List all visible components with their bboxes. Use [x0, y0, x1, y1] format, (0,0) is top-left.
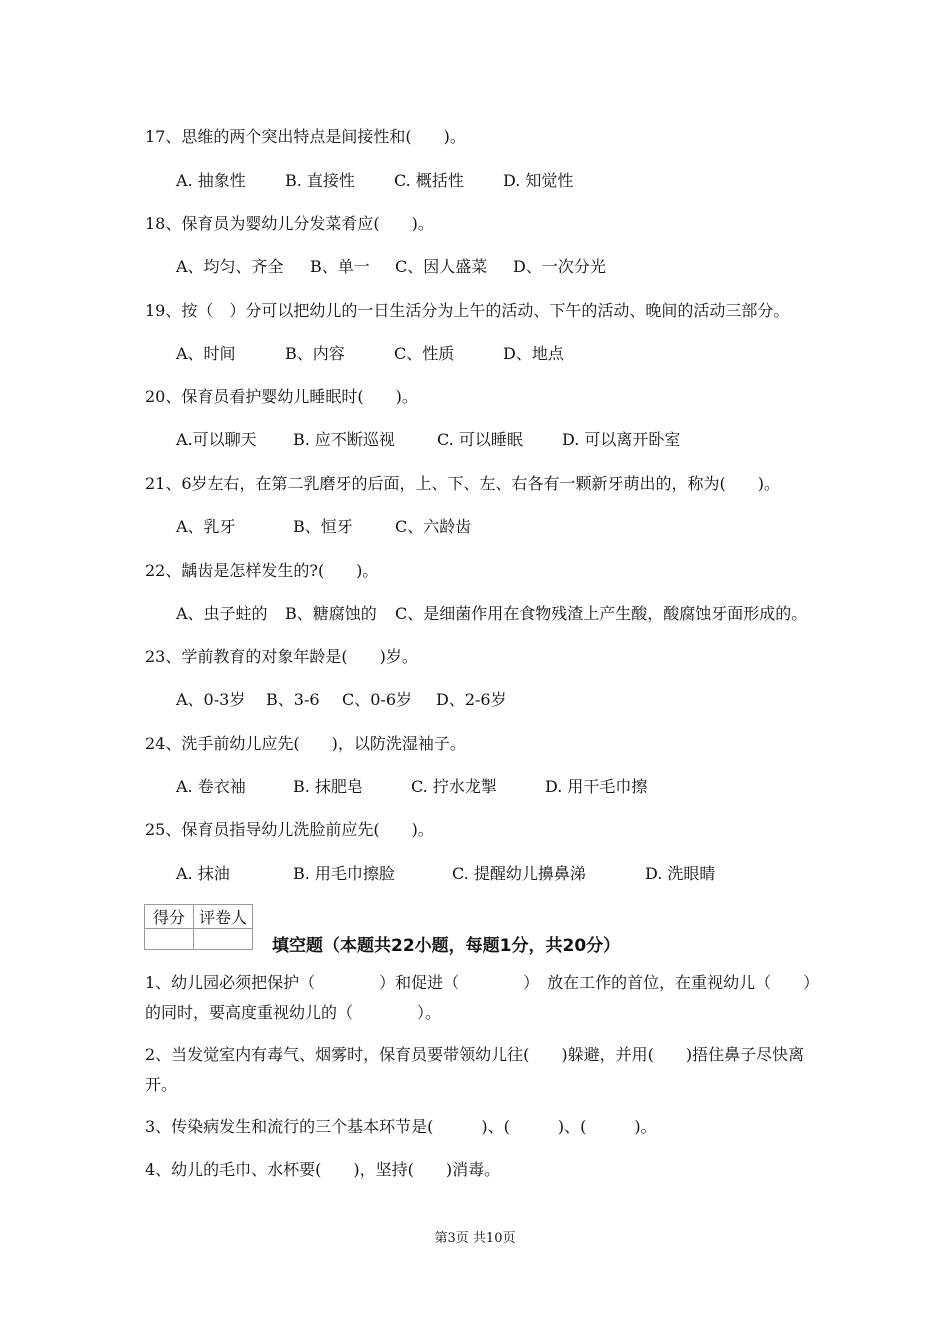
fill-question-1: 1、幼儿园必须把保护（ ）和促进（ ） 放在工作的首位，在重视幼儿（ ）的同时，要高度重视幼儿的（ ）。: [145, 973, 820, 1022]
option: D. 可以离开卧室: [562, 430, 681, 449]
option: D. 洗眼睛: [645, 864, 716, 883]
section-title: 填空题（本题共22小题，每题1分，共20分）: [272, 936, 621, 956]
option: A、虫子蛀的: [176, 604, 268, 623]
question-23: 23、学前教育的对象年龄是( )岁。: [145, 647, 418, 666]
option: A.可以聊天: [176, 430, 257, 449]
option: B. 用毛巾擦脸: [293, 864, 395, 883]
fill-question-4: 4、幼儿的毛巾、水杯要( )，坚持( )消毒。: [145, 1160, 501, 1179]
option: B、糖腐蚀的: [285, 604, 377, 623]
options-21: [176, 516, 471, 538]
question-17: 17、思维的两个突出特点是间接性和( )。: [145, 127, 466, 146]
option: D、地点: [503, 344, 564, 363]
option: B. 直接性: [285, 171, 355, 190]
option: D. 知觉性: [503, 171, 574, 190]
options-20: [176, 429, 680, 451]
question-24: 24、洗手前幼儿应先( )，以防洗湿袖子。: [145, 734, 466, 753]
option: C. 提醒幼儿擤鼻涕: [452, 864, 586, 883]
score-label: 得分: [145, 905, 194, 929]
option: A. 卷衣袖: [176, 777, 246, 796]
option: A. 抽象性: [176, 171, 246, 190]
options-22: [176, 603, 807, 625]
option: B. 应不断巡视: [293, 430, 395, 449]
grader-label: 评卷人: [194, 905, 253, 929]
options-17: [176, 170, 573, 192]
option: B、内容: [285, 344, 345, 363]
option: B、恒牙: [293, 517, 353, 536]
score-cell: [145, 929, 194, 950]
option: B、单一: [310, 257, 370, 276]
grader-cell: [194, 929, 253, 950]
question-25: 25、保育员指导幼儿洗脸前应先( )。: [145, 820, 434, 839]
question-21: 21、6岁左右，在第二乳磨牙的后面，上、下、左、右各有一颗新牙萌出的，称为( )。: [145, 474, 781, 493]
question-18: 18、保育员为婴幼儿分发菜肴应( )。: [145, 214, 434, 233]
score-table: [144, 904, 253, 950]
option: C. 概括性: [394, 171, 464, 190]
fill-question-2: 2、当发觉室内有毒气、烟雾时，保育员要带领幼儿往( )躲避，并用( )捂住鼻子尽快离开。: [145, 1045, 805, 1094]
option: B. 抹肥皂: [293, 777, 363, 796]
option: C、性质: [394, 344, 455, 363]
option: C、0-6岁: [342, 690, 413, 709]
fill-question-3: 3、传染病发生和流行的三个基本环节是( )、( )、( )。: [145, 1117, 657, 1136]
option: A. 抹油: [176, 864, 230, 883]
option: A、乳牙: [176, 517, 236, 536]
option: C、因人盛菜: [395, 257, 488, 276]
options-23: [176, 689, 507, 711]
option: B、3-6: [266, 690, 320, 709]
options-18: [176, 256, 606, 278]
option: C. 可以睡眠: [437, 430, 523, 449]
options-19: [176, 343, 564, 365]
option: A、0-3岁: [176, 690, 246, 709]
question-22: 22、龋齿是怎样发生的?( )。: [145, 561, 379, 580]
question-20: 20、保育员看护婴幼儿睡眠时( )。: [145, 387, 418, 406]
page-footer: 第3页 共10页: [434, 1231, 516, 1246]
options-24: [176, 776, 647, 798]
question-19: 19、按（ ）分可以把幼儿的一日生活分为上午的活动、下午的活动、晚间的活动三部分。: [145, 301, 790, 320]
option: D、2-6岁: [436, 690, 507, 709]
option: D、一次分光: [513, 257, 606, 276]
option: C. 拧水龙掣: [411, 777, 497, 796]
option: C、是细菌作用在食物残渣上产生酸，酸腐蚀牙面形成的。: [395, 604, 808, 623]
options-25: [176, 863, 715, 885]
option: D. 用干毛巾擦: [545, 777, 648, 796]
option: C、六龄齿: [395, 517, 472, 536]
option: A、均匀、齐全: [176, 257, 284, 276]
option: A、时间: [176, 344, 236, 363]
